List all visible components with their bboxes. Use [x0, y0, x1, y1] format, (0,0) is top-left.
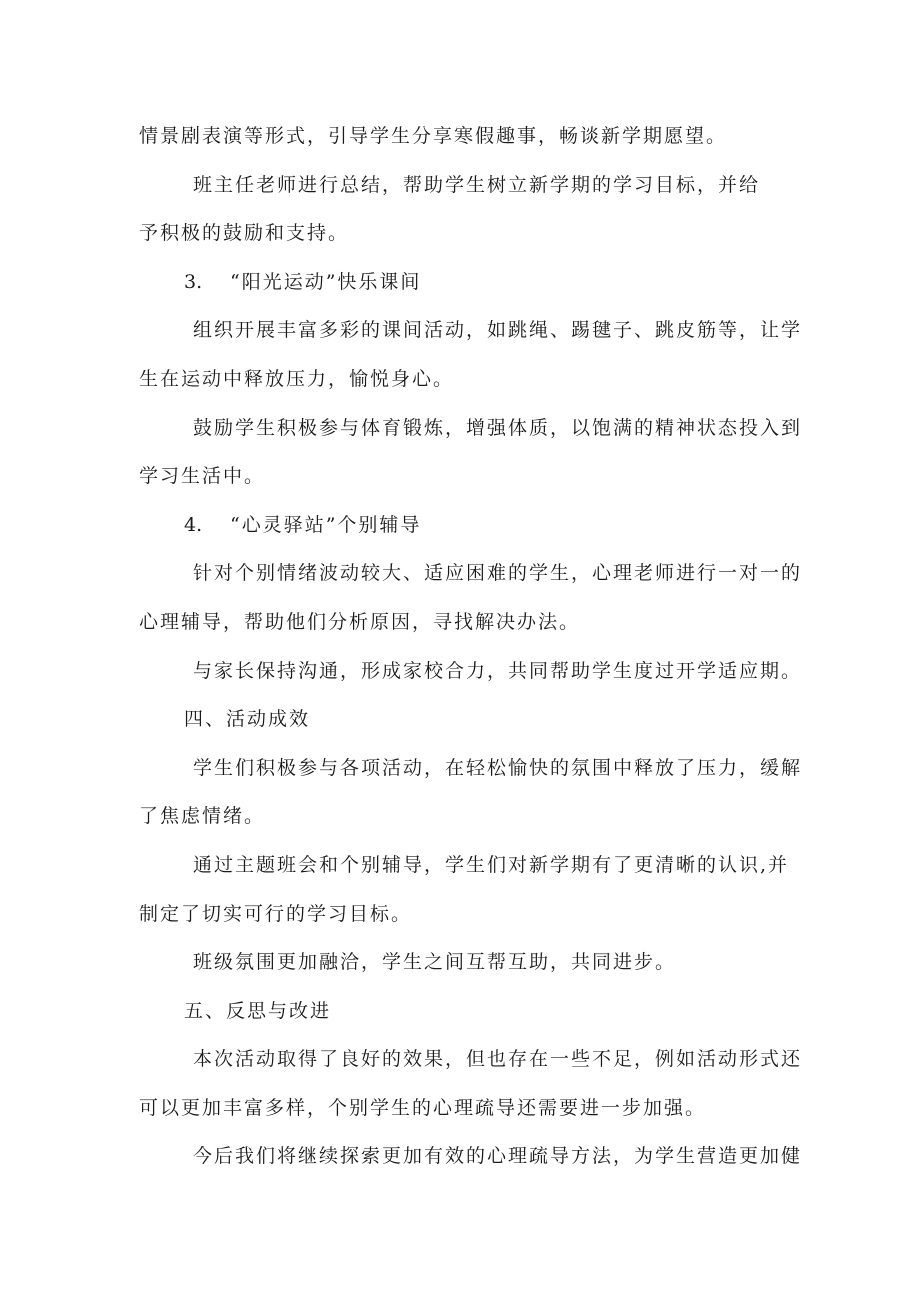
section-heading-3 — [139, 258, 779, 307]
paragraph-line: 心理辅导，帮助他们分析原因，寻找解决办法。 — [139, 610, 581, 633]
section-heading-4 — [139, 501, 779, 550]
paragraph-line: 情景剧表演等形式，引导学生分享寒假趣事，畅谈新学期愿望。 — [139, 125, 728, 147]
paragraph-line: 今后我们将继续探索更加有效的心理疏导方法，为学生营造更加健 — [193, 1145, 803, 1168]
document-body — [139, 112, 803, 1181]
paragraph-line: 学生们积极参与各项活动，在轻松愉快的氛围中释放了压力，缓解 — [193, 756, 803, 779]
section-heading-text: “心灵驿站”个别辅导 — [230, 513, 422, 536]
paragraph-line: 了焦虑情绪。 — [139, 805, 266, 828]
paragraph-line: 针对个别情绪波动较大、适应困难的学生，心理老师进行一对一的 — [193, 562, 803, 585]
paragraph-line: 鼓励学生积极参与体育锻炼，增强体质，以饱满的精神状态投入到 — [193, 416, 803, 439]
paragraph-line: 予积极的鼓励和支持。 — [139, 222, 350, 245]
section-heading-text: “阳光运动”快乐课间 — [230, 270, 422, 293]
paragraph-line: 与家长保持沟通，形成家校合力，共同帮助学生度过开学适应期。 — [193, 659, 803, 682]
paragraph-line: 班级氛围更加融洽，学生之间互帮互助，共同进步。 — [193, 951, 677, 974]
section-heading: 五、反思与改进 — [184, 999, 332, 1022]
list-number: 3. — [184, 270, 203, 293]
paragraph-line: 制定了切实可行的学习目标。 — [139, 902, 413, 925]
paragraph-line: 通过主题班会和个别辅导，学生们对新学期有了更清晰的认识,并 — [193, 853, 790, 876]
paragraph-line: 本次活动取得了良好的效果，但也存在一些不足，例如活动形式还 — [193, 1048, 803, 1071]
paragraph-line: 可以更加丰富多样，个别学生的心理疏导还需要进一步加强。 — [139, 1096, 707, 1119]
section-heading: 四、活动成效 — [184, 708, 311, 731]
list-number: 4. — [184, 513, 203, 536]
paragraph-line: 学习生活中。 — [139, 465, 266, 488]
paragraph-line: 组织开展丰富多彩的课间活动，如跳绳、踢毽子、跳皮筋等，让学 — [193, 319, 803, 342]
paragraph-line: 班主任老师进行总结，帮助学生树立新学期的学习目标，并给 — [193, 173, 761, 196]
paragraph-line: 生在运动中释放压力，愉悦身心。 — [139, 367, 455, 390]
